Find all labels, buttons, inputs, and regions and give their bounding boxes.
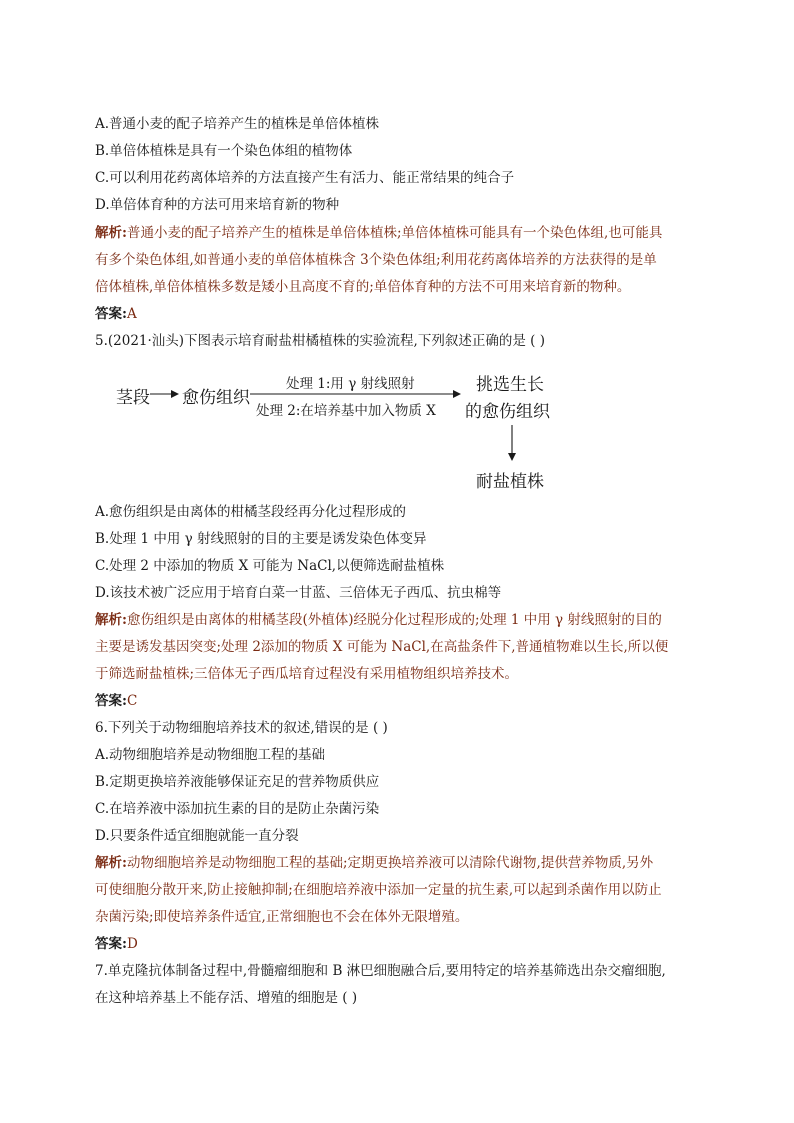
q4-explanation-line-2: 有多个染色体组,如普通小麦的单倍体植株含 3个染色体组;利用花药离体培养的方法获得的是单 <box>95 252 657 268</box>
q4-option-c: C.可以利用花药离体培养的方法直接产生有活力、能正常结果的纯合子 <box>95 170 515 186</box>
q5-option-d: D.该技术被广泛应用于培育白菜一甘蓝、三倍体无子西瓜、抗虫棉等 <box>95 585 502 601</box>
q6-option-a: A.动物细胞培养是动物细胞工程的基础 <box>95 747 326 763</box>
q6-option-c: C.在培养液中添加抗生素的目的是防止杂菌污染 <box>95 801 380 817</box>
q7-stem-line-2: 在这种培养基上不能存活、增殖的细胞是 ( ) <box>95 990 358 1006</box>
diagram-node-select-2: 的愈伤组织 <box>465 402 550 422</box>
q7-stem-line-1: 7.单克隆抗体制备过程中,骨髓瘤细胞和 B 淋巴细胞融合后,要用特定的培养基筛选出杂交瘤细胞, <box>95 963 666 979</box>
q4-option-d: D.单倍体育种的方法可用来培育新的物种 <box>95 197 340 213</box>
q6-stem: 6.下列关于动物细胞培养技术的叙述,错误的是 ( ) <box>95 720 388 736</box>
explanation-label: 解析: <box>95 612 127 628</box>
q5-answer <box>95 692 137 710</box>
q4-explanation-line-1: 解析:普通小麦的配子培养产生的植株是单倍体植株;单倍体植株可能具有一个染色体组,也可能具 <box>95 225 663 241</box>
q5-explanation-line-2: 主要是诱发基因突变;处理 2添加的物质 X 可能为 NaCl,在高盐条件下,普通植物难以生长,所以便 <box>95 639 669 655</box>
q4-explanation-line-3: 倍体植株,单倍体植株多数是矮小且高度不育的;单倍体育种的方法不可用来培育新的物种。 <box>95 279 631 295</box>
q5-explanation-line-1: 解析:愈伤组织是由离体的柑橘茎段(外植体)经脱分化过程形成的;处理 1 中用 γ 射线照射的目的 <box>95 612 662 628</box>
diagram-node-salt-tolerant-plant: 耐盐植株 <box>476 472 544 492</box>
answer-label: 答案: <box>95 306 127 322</box>
explanation-label: 解析: <box>95 225 127 241</box>
diagram-node-select-1: 挑选生长 <box>476 375 544 395</box>
explanation-label: 解析: <box>95 855 127 871</box>
q6-option-b: B.定期更换培养液能够保证充足的营养物质供应 <box>95 774 380 790</box>
answer-label: 答案: <box>95 936 127 952</box>
q6-explanation-line-2: 可使细胞分散开来,防止接触抑制;在细胞培养液中添加一定量的抗生素,可以起到杀菌作用以防止 <box>95 882 662 898</box>
answer-value: A <box>126 306 137 322</box>
q6-explanation-line-3: 杂菌污染;即使培养条件适宜,正常细胞也不会在体外无限增殖。 <box>95 909 469 925</box>
q4-answer <box>95 305 137 323</box>
q4-option-b: B.单倍体植株是具有一个染色体组的植物体 <box>95 143 353 159</box>
q5-option-c: C.处理 2 中添加的物质 X 可能为 NaCl,以便筛选耐盐植株 <box>95 558 445 574</box>
q6-explanation-line-1: 解析:动物细胞培养是动物细胞工程的基础;定期更换培养液可以清除代谢物,提供营养物质,另外 <box>95 855 654 871</box>
q5-stem: 5.(2021·汕头)下图表示培育耐盐柑橘植株的实验流程,下列叙述正确的是 ( ) <box>95 333 545 349</box>
q5-option-a: A.愈伤组织是由离体的柑橘茎段经再分化过程形成的 <box>95 504 407 520</box>
diagram-treatment-2: 处理 2:在培养基中加入物质 X <box>256 403 436 419</box>
answer-label: 答案: <box>95 693 127 709</box>
q5-option-b: B.处理 1 中用 γ 射线照射的目的主要是诱发染色体变异 <box>95 531 427 547</box>
diagram-node-callus: 愈伤组织 <box>182 388 250 408</box>
q6-option-d: D.只要条件适宜细胞就能一直分裂 <box>95 828 299 844</box>
q4-option-a: A.普通小麦的配子培养产生的植株是单倍体植株 <box>95 116 380 132</box>
diagram-treatment-1: 处理 1:用 γ 射线照射 <box>286 376 415 392</box>
q5-explanation-line-3: 于筛选耐盐植株;三倍体无子西瓜培育过程没有采用植物组织培养技术。 <box>95 666 519 682</box>
diagram-node-stem: 茎段 <box>116 388 150 408</box>
answer-value: C <box>126 693 138 709</box>
answer-value: D <box>126 936 138 952</box>
q6-answer <box>95 935 138 953</box>
